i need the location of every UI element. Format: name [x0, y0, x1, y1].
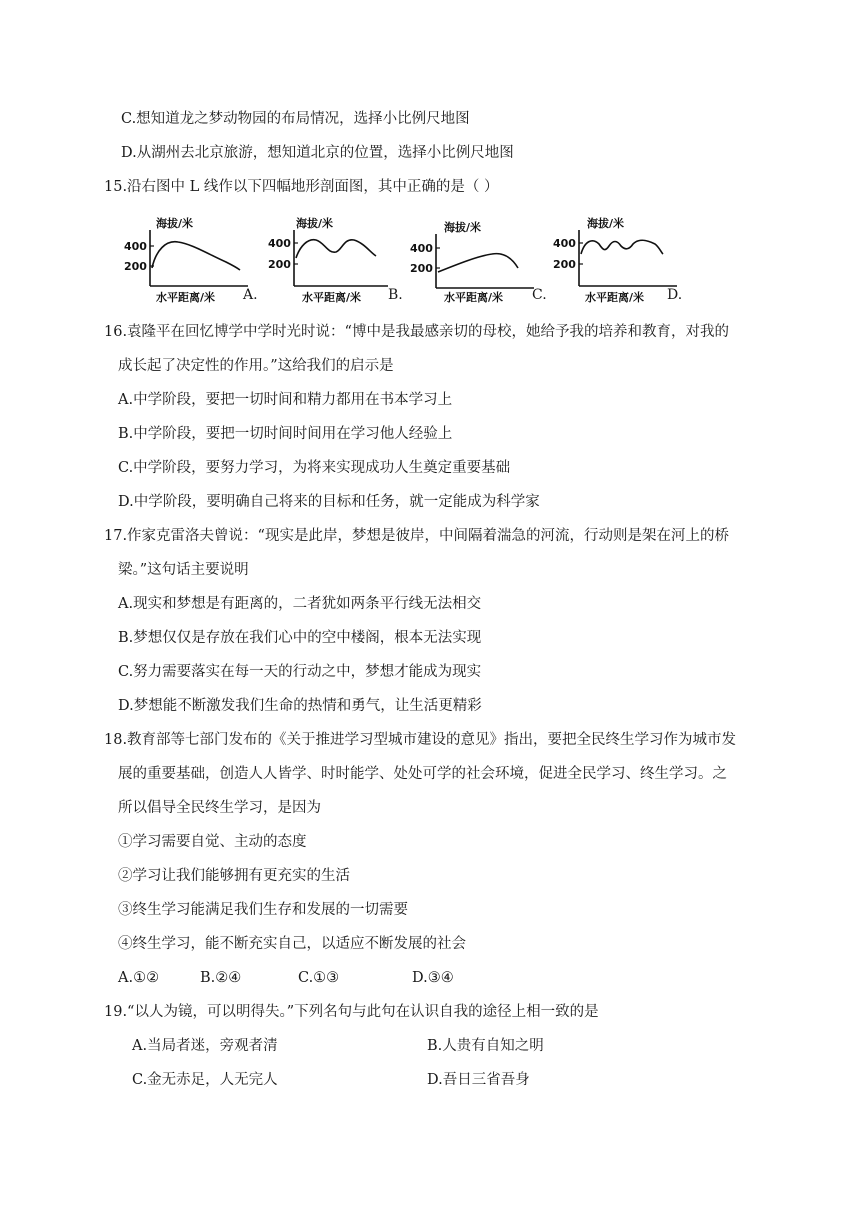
chart-a-tick-200: 200 — [124, 260, 147, 273]
chart-d-tick-200: 200 — [553, 258, 576, 271]
q15-stem: 15.沿右图中 L 线作以下四幅地形剖面图，其中正确的是（ ） — [104, 179, 499, 195]
q18-stem-line3: 所以倡导全民终生学习，是因为 — [118, 800, 321, 816]
q16-stem-line1: 16.袁隆平在回忆博学中学时光时说：“博中是我最感亲切的母校，她给予我的培养和教育，对我的 — [104, 324, 729, 340]
chart-b-xlabel: 水平距离/米 — [302, 291, 362, 304]
q17-option-c: C.努力需要落实在每一天的行动之中，梦想才能成为现实 — [118, 664, 482, 680]
q17-option-b: B.梦想仅仅是存放在我们心中的空中楼阁，根本无法实现 — [118, 630, 482, 646]
chart-d-ylabel: 海拔/米 — [587, 217, 625, 230]
chart-b-ylabel: 海拔/米 — [296, 217, 334, 230]
q14-option-d: D.从湖州去北京旅游，想知道北京的位置，选择小比例尺地图 — [121, 145, 514, 161]
q17-stem-line2: 梁。”这句话主要说明 — [118, 562, 249, 578]
q19-option-d: D.吾日三省吾身 — [427, 1072, 530, 1088]
chart-a-letter: A. — [243, 287, 258, 303]
chart-a-tick-400: 400 — [124, 240, 147, 253]
q19-stem: 19.“以人为镜，可以明得失。”下列名句与此句在认识自我的途径上相一致的是 — [104, 1004, 599, 1020]
q18-option-a: A.①② — [118, 970, 160, 986]
q14-option-c: C.想知道龙之梦动物园的布局情况，选择小比例尺地图 — [121, 111, 470, 127]
chart-d-tick-400: 400 — [553, 237, 576, 250]
q16-option-a: A.中学阶段，要把一切时间和精力都用在书本学习上 — [118, 392, 453, 408]
q18-stem-line2: 展的重要基础，创造人人皆学、时时能学、处处可学的社会环境，促进全民学习、终生学习。之 — [118, 766, 727, 782]
chart-c-tick-400: 400 — [410, 242, 433, 255]
chart-c-ylabel: 海拔/米 — [444, 221, 482, 234]
q18-statement-3: ③终生学习能满足我们生存和发展的一切需要 — [118, 902, 408, 918]
q19-option-a: A.当局者迷，旁观者清 — [132, 1038, 278, 1054]
q18-option-c: C.①③ — [298, 970, 340, 986]
q17-stem-line1: 17.作家克雷洛夫曾说：“现实是此岸，梦想是彼岸，中间隔着湍急的河流，行动则是架在河上的桥 — [104, 528, 729, 544]
q19-option-c: C.金无赤足，人无完人 — [132, 1072, 278, 1088]
q18-statement-4: ④终生学习，能不断充实自己，以适应不断发展的社会 — [118, 936, 466, 952]
q16-option-c: C.中学阶段，要努力学习，为将来实现成功人生奠定重要基础 — [118, 460, 511, 476]
chart-b-tick-400: 400 — [268, 237, 291, 250]
q18-stem-line1: 18.教育部等七部门发布的《关于推进学习型城市建设的意见》指出，要把全民终生学习作为城市发 — [104, 732, 737, 748]
chart-c-letter: C. — [532, 287, 547, 303]
chart-c-tick-200: 200 — [410, 262, 433, 275]
chart-b-tick-200: 200 — [268, 258, 291, 271]
q18-option-d: D.③④ — [412, 970, 454, 986]
chart-a-xlabel: 水平距离/米 — [156, 291, 216, 304]
chart-a-ylabel: 海拔/米 — [156, 217, 194, 230]
profile-chart-a — [112, 210, 252, 305]
q18-statement-1: ①学习需要自觉、主动的态度 — [118, 834, 307, 850]
profile-chart-b — [252, 210, 392, 305]
profile-chart-c — [398, 210, 538, 305]
q16-option-b: B.中学阶段，要把一切时间时间用在学习他人经验上 — [118, 426, 453, 442]
chart-d-xlabel: 水平距离/米 — [585, 291, 645, 304]
chart-d-letter: D. — [667, 287, 683, 303]
q17-option-a: A.现实和梦想是有距离的，二者犹如两条平行线无法相交 — [118, 596, 482, 612]
q18-statement-2: ②学习让我们能够拥有更充实的生活 — [118, 868, 350, 884]
q18-option-b: B.②④ — [200, 970, 242, 986]
q19-option-b: B.人贵有自知之明 — [427, 1038, 544, 1054]
chart-b-letter: B. — [388, 287, 403, 303]
chart-c-xlabel: 水平距离/米 — [444, 291, 504, 304]
chart-d-profile-line — [581, 240, 663, 254]
profile-chart-d — [543, 210, 683, 305]
q16-stem-line2: 成长起了决定性的作用。”这给我们的启示是 — [118, 358, 394, 374]
chart-a-profile-line — [152, 242, 240, 270]
q17-option-d: D.梦想能不断激发我们生命的热情和勇气，让生活更精彩 — [118, 698, 482, 714]
q16-option-d: D.中学阶段，要明确自己将来的目标和任务，就一定能成为科学家 — [118, 494, 540, 510]
chart-b-profile-line — [296, 240, 376, 258]
chart-c-profile-line — [438, 254, 518, 272]
